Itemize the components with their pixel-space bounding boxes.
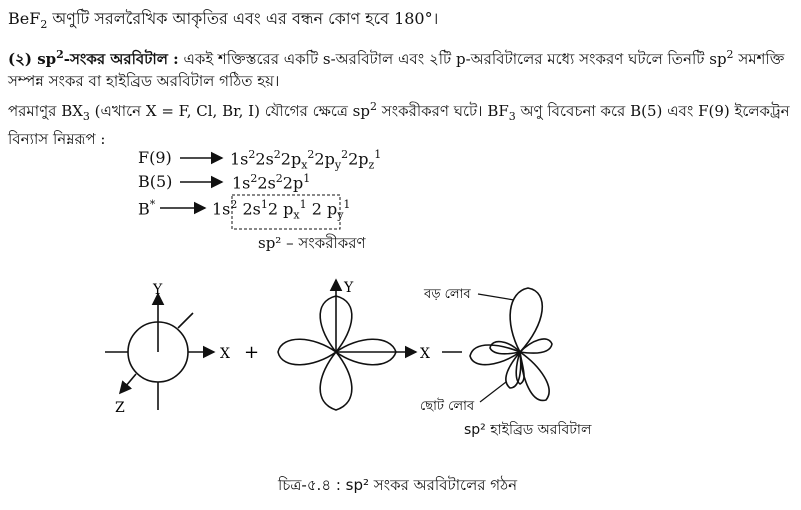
plus-sign: + xyxy=(244,342,260,363)
s-axis-y: Y xyxy=(153,282,163,298)
small-lobe-leader xyxy=(480,382,506,402)
bx3-paragraph: পরমাণুর $BX_3$ (এখানে X = F, Cl, Br, I) যৌগের ক্ষেত্রে $sp^2$ সংকরীকরণ ঘটে। $BF_3$ অণু বিবেচনা করে B(5) এবং F(9) ইলেকট্রন বিন্যাস নিম্নরূপ : xyxy=(8,100,790,148)
p-axis-y: Y xyxy=(344,280,354,296)
f-label: F(9) xyxy=(138,148,172,167)
p-axis-x: X xyxy=(420,346,430,362)
sp2-definition-paragraph: (২) $sp^2-সংকর$ অরবিটাল : একই শক্তিস্তরের একটি s-অরবিটাল এবং ২টি p-অরবিটালের মধ্যে সংকরণ ঘটলে তিনটি $sp^2$ সমশক্তি সম্পন্ন সংকর বা হাইব্রিড অরবিটাল গঠিত হয়। xyxy=(8,48,785,90)
b-label: B(5) xyxy=(138,172,173,191)
bstar-config: $1s^2$ $2s^12$ $p_x^1$ 2 $p_y^1$ xyxy=(212,198,351,222)
b-config: $1s^22s^22p^1$ xyxy=(232,172,311,193)
p-orbitals xyxy=(278,280,416,410)
small-lobe-label: ছোট লোব xyxy=(420,399,475,414)
hybrid-label: sp² – সংকরীকরণ xyxy=(258,234,366,252)
sp2-hybrid-orbitals xyxy=(470,288,552,400)
s-axis-x: X xyxy=(220,346,230,362)
figure-caption: চিত্র-৫.৪ : sp² সংকর অরবিটালের গঠন xyxy=(278,476,518,494)
hybrid-orbital-label: sp² হাইব্রিড অরবিটাল xyxy=(464,422,592,438)
intro-line: BeF$_2$ অণুটি সরলরৈখিক আকৃতির এবং এর বন্ধন কোণ হবে 180°। xyxy=(8,9,439,32)
big-lobe-label: বড় লোব xyxy=(424,287,471,302)
s-axis-z: Z xyxy=(115,400,125,416)
bstar-label: B* xyxy=(138,198,156,219)
f-config: $1s^22s^22p_x^22p_y^22p_z^1$ xyxy=(230,148,382,172)
big-lobe-leader xyxy=(478,294,514,300)
s-orbital xyxy=(105,294,214,410)
sp2-heading: (২) $sp^2-সংকর$ অরবিটাল : xyxy=(8,48,179,68)
